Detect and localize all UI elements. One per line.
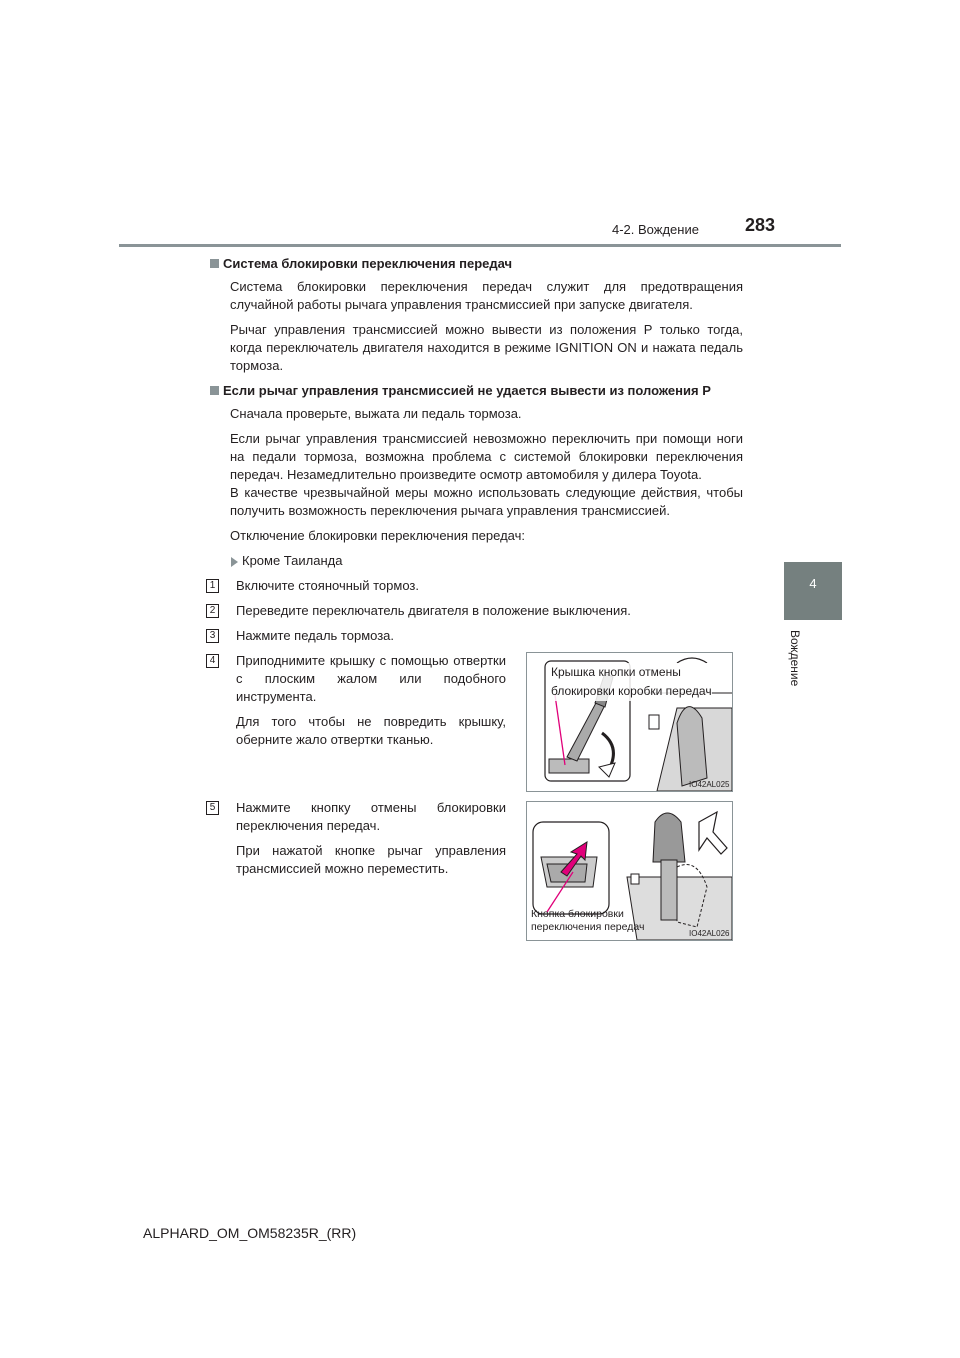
chapter-label-text: Вождение	[788, 630, 802, 687]
step-4	[206, 652, 506, 749]
step-number: 1	[206, 579, 219, 593]
step-3	[206, 627, 743, 645]
section2-para3: В качестве чрезвычайной меры можно использовать следующие действия, чтобы получить возможность переключения рычага управления трансмиссией.	[230, 485, 743, 518]
figure-cover-removal	[526, 652, 733, 792]
callout-line2: переключения передач	[531, 921, 645, 933]
bullet-square-icon	[210, 386, 219, 395]
step-note: Для того чтобы не повредить крышку, оберните жало отвертки тканью.	[236, 714, 506, 747]
callout-line1: Крышка кнопки отмены	[551, 665, 681, 679]
condition-text: Кроме Таиланда	[242, 553, 343, 568]
header-divider	[119, 244, 841, 247]
section-title: 4-2. Вождение	[612, 222, 699, 237]
chapter-number: 4	[809, 576, 817, 591]
section1-heading	[210, 255, 743, 273]
section2-para2: Если рычаг управления трансмиссией невозможно переключить при помощи ноги на педали тормоза, возможна проблема с системой блокировки переключения передач. Незамедлительно произведите осмотр автомобиля у дилера Toyota.	[230, 431, 743, 482]
section2-para4: Отключение блокировки переключения передач:	[230, 528, 526, 543]
step-1	[206, 577, 743, 595]
step-text: Нажмите педаль тормоза.	[236, 628, 395, 643]
section2-para1: Сначала проверьте, выжата ли педаль тормоза.	[230, 406, 522, 421]
section1-para2: Рычаг управления трансмиссией можно вывести из положения P только тогда, когда переключатель двигателя находится в режиме IGNITION ON и нажата педаль тормоза.	[230, 322, 743, 373]
step-number: 4	[206, 654, 219, 668]
condition-item	[230, 552, 743, 570]
chapter-tab	[784, 562, 842, 620]
step-number: 3	[206, 629, 219, 643]
step-number: 5	[206, 801, 219, 815]
step-2	[206, 602, 743, 620]
page-number: 283	[745, 215, 776, 235]
section1-heading-text: Система блокировки переключения передач	[223, 256, 513, 271]
document-id: ALPHARD_OM_OM58235R_(RR)	[143, 1225, 357, 1241]
section2-heading-text: Если рычаг управления трансмиссией не удается вывести из положения P	[223, 383, 711, 398]
figure-release-button	[526, 801, 733, 941]
bullet-square-icon	[210, 259, 219, 268]
figure2-callout	[531, 908, 644, 934]
section1-para1: Система блокировки переключения передач служит для предотвращения случайной работы рычага управления трансмиссией при запуске двигателя.	[230, 279, 743, 312]
step-number: 2	[206, 604, 219, 618]
step-text: Переведите переключатель двигателя в положение выключения.	[236, 603, 631, 618]
step-5	[206, 799, 506, 878]
step-text: Нажмите кнопку отмены блокировки переключения передач.	[236, 800, 506, 833]
step-note: При нажатой кнопке рычаг управления трансмиссией можно переместить.	[236, 843, 506, 876]
figure1-callout	[551, 663, 712, 701]
step-text: Включите стояночный тормоз.	[236, 578, 419, 593]
callout-line1: Кнопка блокировки	[531, 908, 624, 920]
step-text: Приподнимите крышку с помощью отвертки с плоским жалом или подобного инструмента.	[236, 653, 506, 704]
figure1-code: IO42AL025	[689, 780, 730, 789]
figure2-code: IO42AL026	[689, 929, 730, 938]
chapter-label	[786, 630, 808, 700]
callout-line2: блокировки коробки передач	[551, 684, 712, 698]
triangle-bullet-icon	[231, 557, 238, 567]
section2-heading	[210, 382, 743, 400]
